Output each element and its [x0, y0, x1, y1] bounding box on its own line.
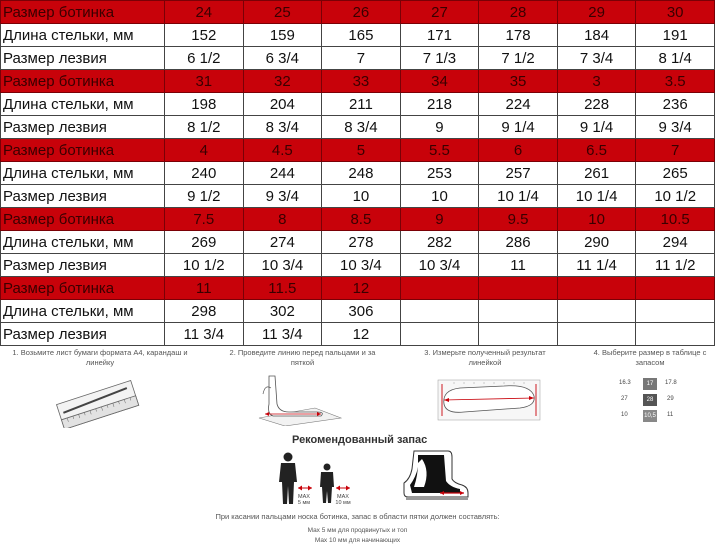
row-label: Размер лезвия: [1, 116, 165, 139]
mini-left-0: 16.3: [619, 380, 631, 386]
step-1: [0, 348, 200, 368]
insole-row: [1, 93, 715, 116]
table-cell: 9.5: [479, 208, 558, 231]
table-cell: 7 3/4: [557, 47, 636, 70]
table-cell: 8 3/4: [243, 116, 322, 139]
table-cell: 8 1/2: [165, 116, 244, 139]
table-cell: 253: [400, 162, 479, 185]
table-cell: [400, 300, 479, 323]
step-2: [215, 348, 390, 368]
step-4: [585, 348, 715, 419]
mini-mid-1: 28: [643, 394, 657, 406]
mini-left-2: 10: [621, 412, 628, 418]
table-cell: 3.5: [636, 70, 715, 93]
table-cell: 5: [322, 139, 401, 162]
table-cell: 7 1/2: [479, 47, 558, 70]
table-cell: 152: [165, 24, 244, 47]
row-label: Длина стельки, мм: [1, 162, 165, 185]
table-cell: 32: [243, 70, 322, 93]
size-header-row: [1, 70, 715, 93]
table-cell: 6: [479, 139, 558, 162]
blade-row: [1, 185, 715, 208]
table-cell: 9 1/2: [165, 185, 244, 208]
insole-row: [1, 300, 715, 323]
table-cell: 8 1/4: [636, 47, 715, 70]
table-cell: 3: [557, 70, 636, 93]
table-cell: 286: [479, 231, 558, 254]
table-cell: 6.5: [557, 139, 636, 162]
table-cell: [557, 300, 636, 323]
size-header-row: [1, 277, 715, 300]
foot-outline-measure-icon: [434, 374, 544, 426]
table-cell: 11 1/2: [636, 254, 715, 277]
child-max-label: [334, 494, 352, 506]
row-label: Размер лезвия: [1, 254, 165, 277]
table-cell: 4.5: [243, 139, 322, 162]
adult-max-a: MAX: [298, 494, 310, 500]
table-cell: 211: [322, 93, 401, 116]
mini-right-0: 17.8: [665, 380, 677, 386]
table-cell: 7: [636, 139, 715, 162]
table-cell: 10: [400, 185, 479, 208]
table-cell: [479, 323, 558, 346]
table-cell: 10 3/4: [322, 254, 401, 277]
size-header-row: [1, 208, 715, 231]
table-cell: 218: [400, 93, 479, 116]
insole-row: [1, 162, 715, 185]
table-cell: [479, 277, 558, 300]
child-max-b: 10 мм: [335, 500, 351, 506]
table-cell: 7: [322, 47, 401, 70]
recommend-title: Рекомендованный запас: [292, 434, 428, 446]
row-label: Длина стельки, мм: [1, 93, 165, 116]
table-cell: 306: [322, 300, 401, 323]
table-cell: 171: [400, 24, 479, 47]
insole-row: [1, 231, 715, 254]
table-cell: 7.5: [165, 208, 244, 231]
table-cell: 224: [479, 93, 558, 116]
mini-right-1: 29: [667, 396, 674, 402]
table-cell: 236: [636, 93, 715, 116]
table-cell: 198: [165, 93, 244, 116]
table-cell: 11 3/4: [165, 323, 244, 346]
blade-row: [1, 323, 715, 346]
table-cell: 9 3/4: [243, 185, 322, 208]
table-cell: 8.5: [322, 208, 401, 231]
table-cell: 11.5: [243, 277, 322, 300]
table-cell: 8: [243, 208, 322, 231]
step-3: [400, 348, 570, 368]
table-cell: 11 3/4: [243, 323, 322, 346]
step-1-text: 1. Возьмите лист бумаги формата А4, карандаш и линейку: [12, 348, 188, 367]
table-cell: [400, 323, 479, 346]
table-cell: 257: [479, 162, 558, 185]
table-cell: 26: [322, 1, 401, 24]
child-arrow-icon: [335, 484, 351, 492]
table-cell: 29: [557, 1, 636, 24]
table-cell: [636, 277, 715, 300]
table-cell: 12: [322, 277, 401, 300]
table-cell: 9 3/4: [636, 116, 715, 139]
table-cell: 184: [557, 24, 636, 47]
table-cell: 11: [479, 254, 558, 277]
table-cell: 10.5: [636, 208, 715, 231]
mini-left-1: 27: [621, 396, 628, 402]
table-cell: 302: [243, 300, 322, 323]
table-cell: [479, 300, 558, 323]
table-cell: 265: [636, 162, 715, 185]
row-label: Размер лезвия: [1, 323, 165, 346]
table-cell: 298: [165, 300, 244, 323]
recommend-line-1: Max 5 мм для продвинутых и топ: [307, 527, 408, 534]
blade-row: [1, 116, 715, 139]
row-label: Длина стельки, мм: [1, 300, 165, 323]
mini-size-table: [619, 378, 689, 424]
table-cell: 191: [636, 24, 715, 47]
skate-boot-icon: [400, 449, 470, 505]
instruction-steps: [0, 348, 715, 430]
table-cell: 294: [636, 231, 715, 254]
table-cell: [636, 300, 715, 323]
table-cell: 6 1/2: [165, 47, 244, 70]
table-cell: 4: [165, 139, 244, 162]
table-cell: 33: [322, 70, 401, 93]
table-cell: 9: [400, 208, 479, 231]
table-cell: 24: [165, 1, 244, 24]
table-cell: 244: [243, 162, 322, 185]
row-label: Размер лезвия: [1, 47, 165, 70]
table-cell: 178: [479, 24, 558, 47]
table-cell: 25: [243, 1, 322, 24]
ruler-pencil-icon: [52, 378, 142, 428]
table-cell: 10 1/4: [479, 185, 558, 208]
row-label: Длина стельки, мм: [1, 24, 165, 47]
table-cell: 240: [165, 162, 244, 185]
table-cell: 290: [557, 231, 636, 254]
table-cell: 28: [479, 1, 558, 24]
row-label: Размер ботинка: [1, 139, 165, 162]
table-cell: 10 3/4: [243, 254, 322, 277]
table-cell: 10: [557, 208, 636, 231]
recommend-note: При касании пальцами носка ботинка, запас в области пятки должен составлять:: [215, 512, 500, 521]
foot-on-paper-icon: [255, 374, 345, 426]
table-cell: 269: [165, 231, 244, 254]
table-cell: 274: [243, 231, 322, 254]
row-label: Размер ботинка: [1, 208, 165, 231]
row-label: Размер ботинка: [1, 277, 165, 300]
table-cell: [636, 323, 715, 346]
step-4-text: 4. Выберите размер в таблице с запасом: [593, 348, 707, 367]
table-cell: 10: [322, 185, 401, 208]
table-cell: 159: [243, 24, 322, 47]
adult-max-b: 5 мм: [297, 500, 311, 506]
step-3-text: 3. Измерьте полученный результат линейкой: [424, 348, 546, 367]
child-max-a: MAX: [337, 494, 349, 500]
blade-row: [1, 254, 715, 277]
table-cell: 5.5: [400, 139, 479, 162]
mini-mid-0: 17: [643, 378, 657, 390]
step-2-text: 2. Проведите линию перед пальцами и за пяткой: [229, 348, 376, 367]
blade-row: [1, 47, 715, 70]
table-cell: 11 1/4: [557, 254, 636, 277]
table-cell: [557, 277, 636, 300]
table-cell: 10 3/4: [400, 254, 479, 277]
table-cell: 261: [557, 162, 636, 185]
size-header-row: [1, 139, 715, 162]
table-cell: 8 3/4: [322, 116, 401, 139]
table-cell: 9: [400, 116, 479, 139]
table-cell: 31: [165, 70, 244, 93]
table-cell: 10 1/2: [165, 254, 244, 277]
table-cell: 27: [400, 1, 479, 24]
table-cell: 228: [557, 93, 636, 116]
table-cell: 12: [322, 323, 401, 346]
table-cell: 11: [165, 277, 244, 300]
mini-mid-2: 10,5: [643, 410, 657, 422]
mini-right-2: 11: [667, 412, 674, 418]
table-cell: 9 1/4: [479, 116, 558, 139]
table-cell: 7 1/3: [400, 47, 479, 70]
recommend-line-2: Max 10 мм для начинающих: [314, 537, 401, 544]
table-cell: 248: [322, 162, 401, 185]
adult-max-label: [296, 494, 312, 506]
table-cell: 165: [322, 24, 401, 47]
row-label: Размер лезвия: [1, 185, 165, 208]
table-cell: 278: [322, 231, 401, 254]
adult-arrow-icon: [297, 484, 313, 492]
insole-row: [1, 24, 715, 47]
table-cell: 204: [243, 93, 322, 116]
table-cell: [557, 323, 636, 346]
table-cell: 10 1/4: [557, 185, 636, 208]
table-cell: 9 1/4: [557, 116, 636, 139]
table-cell: 30: [636, 1, 715, 24]
size-header-row: [1, 1, 715, 24]
table-cell: 282: [400, 231, 479, 254]
table-cell: [400, 277, 479, 300]
row-label: Размер ботинка: [1, 1, 165, 24]
table-cell: 10 1/2: [636, 185, 715, 208]
row-label: Длина стельки, мм: [1, 231, 165, 254]
row-label: Размер ботинка: [1, 70, 165, 93]
table-cell: 6 3/4: [243, 47, 322, 70]
table-cell: 34: [400, 70, 479, 93]
table-cell: 35: [479, 70, 558, 93]
